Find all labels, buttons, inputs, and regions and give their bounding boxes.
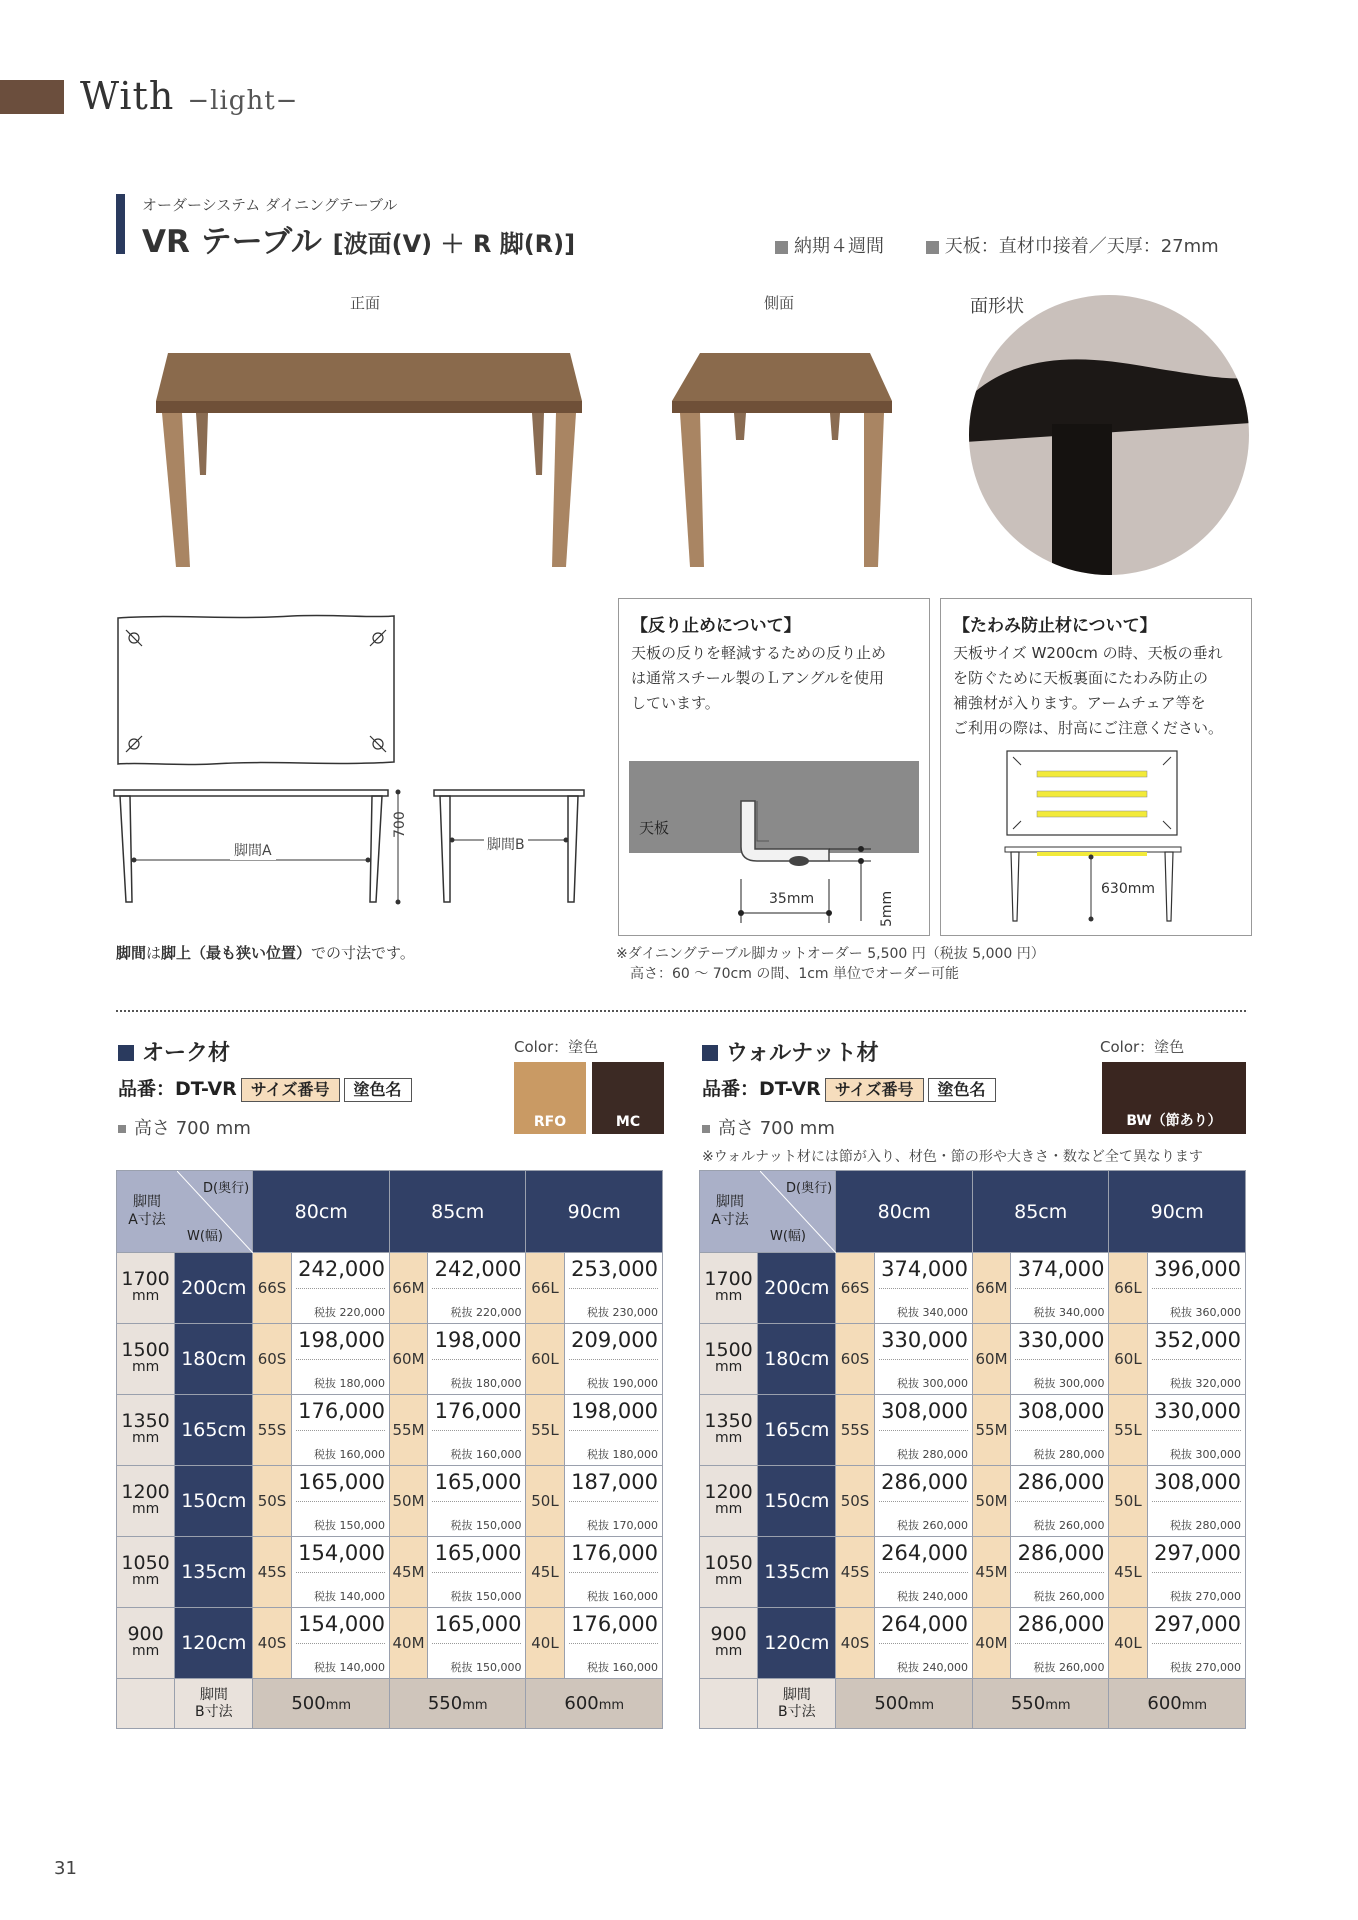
width-cell: 120cm [175, 1608, 253, 1679]
price-cell [564, 1324, 662, 1395]
edge-profile-photo [966, 292, 1252, 578]
square-bullet-icon [702, 1045, 718, 1061]
price-cell [1011, 1608, 1109, 1679]
width-cell: 120cm [758, 1608, 836, 1679]
size-code: 50L [526, 1466, 564, 1537]
price-incl-tax: 176,000 [298, 1399, 385, 1423]
price-cell [1147, 1253, 1245, 1324]
size-code: 40L [526, 1608, 564, 1679]
price-excl-tax: 税抜 300,000 [1170, 1448, 1241, 1461]
price-excl-tax: 税抜 240,000 [896, 1661, 968, 1674]
walnut-height: 高さ 700 mm [702, 1114, 835, 1140]
price-cell [428, 1466, 526, 1537]
leg-b-dimension: 550mm [389, 1679, 525, 1729]
width-cell: 150cm [175, 1466, 253, 1537]
product-specs [775, 232, 1219, 258]
price-excl-tax: 税抜 220,000 [313, 1306, 385, 1319]
corner-header: 脚間 A寸法 D(奥行) W(幅) [700, 1171, 836, 1253]
price-excl-tax: 税抜 300,000 [896, 1377, 968, 1390]
width-cell: 150cm [758, 1466, 836, 1537]
square-bullet-icon [118, 1125, 126, 1133]
table-top-plan-drawing [112, 612, 402, 772]
price-cell [874, 1537, 972, 1608]
price-excl-tax: 税抜 160,000 [587, 1590, 658, 1603]
table-row [700, 1466, 1246, 1537]
price-incl-tax: 198,000 [434, 1328, 522, 1352]
price-cell [291, 1466, 389, 1537]
swatch-mc: MC [592, 1062, 664, 1134]
price-excl-tax: 税抜 240,000 [896, 1590, 968, 1603]
price-cell [564, 1466, 662, 1537]
depth-header: 80cm [253, 1171, 389, 1253]
size-code: 60S [253, 1324, 291, 1395]
width-cell: 180cm [175, 1324, 253, 1395]
price-excl-tax: 税抜 260,000 [1033, 1519, 1105, 1532]
width-cell: 180cm [758, 1324, 836, 1395]
size-code: 45M [389, 1537, 427, 1608]
table-row [117, 1253, 663, 1324]
price-incl-tax: 187,000 [571, 1470, 658, 1494]
size-code: 45M [972, 1537, 1010, 1608]
size-code: 60M [972, 1324, 1010, 1395]
size-code: 40L [1109, 1608, 1147, 1679]
price-cell [564, 1537, 662, 1608]
table-row [117, 1466, 663, 1537]
leg-a-dimension: 1500 mm [700, 1324, 758, 1395]
price-excl-tax: 税抜 220,000 [450, 1306, 522, 1319]
price-incl-tax: 297,000 [1154, 1541, 1241, 1565]
oak-price-table [116, 1170, 663, 1729]
leg-b-dimension: 500mm [836, 1679, 972, 1729]
price-cell [874, 1395, 972, 1466]
price-incl-tax: 176,000 [434, 1399, 522, 1423]
series-title: With −light− [80, 74, 299, 118]
price-excl-tax: 税抜 280,000 [1170, 1519, 1241, 1532]
size-code: 50M [389, 1466, 427, 1537]
size-code: 55L [526, 1395, 564, 1466]
price-incl-tax: 253,000 [571, 1257, 658, 1281]
price-cell [291, 1324, 389, 1395]
oak-color-label: Color：塗色 [514, 1038, 599, 1056]
paint-name-tag: 塗色名 [344, 1078, 412, 1102]
side-view-label: 側面 [764, 294, 795, 312]
price-cell [874, 1608, 972, 1679]
height-700-label: 700 [392, 811, 408, 838]
size-code: 55L [1109, 1395, 1147, 1466]
size-code: 50L [1109, 1466, 1147, 1537]
price-cell [1147, 1466, 1245, 1537]
brace-title: 【たわみ防止材について】 [953, 616, 1157, 636]
price-excl-tax: 税抜 230,000 [587, 1306, 658, 1319]
leg-a-dimension: 900 mm [117, 1608, 175, 1679]
walnut-title: ウォルナット材 [702, 1036, 879, 1067]
price-incl-tax: 176,000 [571, 1612, 658, 1636]
leg-a-dimension: 1200 mm [117, 1466, 175, 1537]
edge-profile-label: 面形状 [970, 296, 1024, 317]
leg-a-label: 脚間A [230, 840, 276, 860]
price-incl-tax: 154,000 [298, 1541, 385, 1565]
brace-text: 天板サイズ W200cm の時、天板の垂れ を防ぐために天板裏面にたわみ防止の 補強材が入ります。アームチェア等を ご利用の際は、肘高にご注意ください。 [953, 644, 1224, 737]
price-cell [291, 1395, 389, 1466]
corner-header: 脚間 A寸法 D(奥行) W(幅) [117, 1171, 253, 1253]
size-number-tag: サイズ番号 [825, 1078, 924, 1102]
square-bullet-icon [926, 241, 939, 254]
depth-header: 90cm [526, 1171, 663, 1253]
leg-b-dimension: 550mm [972, 1679, 1108, 1729]
price-excl-tax: 税抜 320,000 [1170, 1377, 1241, 1390]
width-cell: 135cm [758, 1537, 836, 1608]
leg-dimension-caption: 脚間は脚上（最も狭い位置）での寸法です。 [116, 944, 415, 962]
oak-part-number: 品番：DT-VR サイズ番号 塗色名 [118, 1074, 412, 1102]
table-row [700, 1253, 1246, 1324]
price-cell [428, 1608, 526, 1679]
width-cell: 165cm [175, 1395, 253, 1466]
price-excl-tax: 税抜 260,000 [896, 1519, 968, 1532]
leg-b-dimension: 500mm [253, 1679, 389, 1729]
price-cell [1011, 1466, 1109, 1537]
square-bullet-icon [702, 1125, 710, 1133]
top-board-label: 天板 [639, 819, 670, 837]
product-name: VR テーブル [波面(V) ＋ R 脚(R)] [142, 224, 576, 260]
price-incl-tax: 242,000 [298, 1257, 385, 1281]
price-excl-tax: 税抜 160,000 [313, 1448, 385, 1461]
table-front-photo [150, 345, 590, 575]
square-bullet-icon [775, 241, 788, 254]
price-cell [1011, 1537, 1109, 1608]
walnut-color-label: Color：塗色 [1100, 1038, 1185, 1056]
price-incl-tax: 165,000 [434, 1541, 522, 1565]
price-excl-tax: 税抜 340,000 [896, 1306, 968, 1319]
leg-a-dimension: 1500 mm [117, 1324, 175, 1395]
size-code: 50S [836, 1466, 874, 1537]
leg-b-label: 脚間B [484, 834, 528, 854]
walnut-part-number: 品番：DT-VR サイズ番号 塗色名 [702, 1074, 996, 1102]
price-incl-tax: 286,000 [1017, 1541, 1105, 1565]
swatch-rfo: RFO [514, 1062, 586, 1134]
section-divider [116, 1010, 1246, 1012]
price-incl-tax: 165,000 [434, 1470, 522, 1494]
leg-cut-note: ※ダイニングテーブル脚カットオーダー 5,500 円（税抜 5,000 円） 高さ：60 〜 70cm の間、1cm 単位でオーダー可能 [616, 946, 1045, 982]
price-cell [564, 1253, 662, 1324]
price-cell [1011, 1253, 1109, 1324]
spec-delivery: 納期４週間 [794, 236, 884, 257]
price-excl-tax: 税抜 190,000 [587, 1377, 658, 1390]
price-incl-tax: 330,000 [1154, 1399, 1241, 1423]
price-incl-tax: 154,000 [298, 1612, 385, 1636]
price-incl-tax: 198,000 [571, 1399, 658, 1423]
size-code: 55S [836, 1395, 874, 1466]
width-cell: 135cm [175, 1537, 253, 1608]
leg-a-dimension: 1350 mm [700, 1395, 758, 1466]
warp-stop-note [618, 598, 930, 936]
size-code: 55M [389, 1395, 427, 1466]
price-excl-tax: 税抜 280,000 [896, 1448, 968, 1461]
product-accent-bar [116, 194, 125, 254]
table-row [117, 1395, 663, 1466]
price-cell [1147, 1608, 1245, 1679]
price-excl-tax: 税抜 140,000 [313, 1590, 385, 1603]
table-row [700, 1608, 1246, 1679]
price-cell [874, 1253, 972, 1324]
price-incl-tax: 330,000 [1017, 1328, 1105, 1352]
brace-diagram [1001, 749, 1191, 929]
size-code: 45S [253, 1537, 291, 1608]
price-excl-tax: 税抜 160,000 [587, 1661, 658, 1674]
price-excl-tax: 税抜 160,000 [450, 1448, 522, 1461]
walnut-price-table [699, 1170, 1246, 1729]
paint-name-tag: 塗色名 [928, 1078, 996, 1102]
size-code: 66M [389, 1253, 427, 1324]
price-excl-tax: 税抜 150,000 [313, 1519, 385, 1532]
table-side-photo [670, 345, 900, 575]
price-cell [291, 1253, 389, 1324]
brace-note [940, 598, 1252, 936]
price-excl-tax: 税抜 260,000 [1033, 1590, 1105, 1603]
price-excl-tax: 税抜 180,000 [587, 1448, 658, 1461]
width-cell: 200cm [758, 1253, 836, 1324]
price-excl-tax: 税抜 270,000 [1170, 1661, 1241, 1674]
size-code: 40M [972, 1608, 1010, 1679]
brace-height-label: 630mm [1101, 881, 1155, 897]
depth-header: 80cm [836, 1171, 972, 1253]
price-excl-tax: 税抜 180,000 [450, 1377, 522, 1390]
leg-b-header: 脚間 B寸法 [175, 1679, 253, 1729]
product-variant: [波面(V) ＋ R 脚(R)] [332, 230, 576, 258]
size-code: 50M [972, 1466, 1010, 1537]
size-code: 60S [836, 1324, 874, 1395]
price-incl-tax: 264,000 [881, 1612, 968, 1636]
price-cell [874, 1324, 972, 1395]
price-cell [1011, 1395, 1109, 1466]
square-bullet-icon [118, 1045, 134, 1061]
price-incl-tax: 176,000 [571, 1541, 658, 1565]
oak-height: 高さ 700 mm [118, 1114, 251, 1140]
price-cell [1011, 1324, 1109, 1395]
size-code: 66L [526, 1253, 564, 1324]
price-incl-tax: 165,000 [298, 1470, 385, 1494]
table-row [700, 1537, 1246, 1608]
leg-a-dimension: 1050 mm [117, 1537, 175, 1608]
price-cell [428, 1324, 526, 1395]
price-cell [428, 1253, 526, 1324]
price-cell [564, 1395, 662, 1466]
leg-a-dimension: 1200 mm [700, 1466, 758, 1537]
price-cell [428, 1395, 526, 1466]
price-excl-tax: 税抜 300,000 [1033, 1377, 1105, 1390]
price-incl-tax: 297,000 [1154, 1612, 1241, 1636]
front-view-label: 正面 [350, 294, 381, 312]
size-code: 45S [836, 1537, 874, 1608]
price-excl-tax: 税抜 180,000 [313, 1377, 385, 1390]
price-incl-tax: 198,000 [298, 1328, 385, 1352]
table-row [117, 1608, 663, 1679]
size-code: 66S [253, 1253, 291, 1324]
depth-header: 85cm [972, 1171, 1108, 1253]
size-code: 40S [836, 1608, 874, 1679]
price-incl-tax: 165,000 [434, 1612, 522, 1636]
price-excl-tax: 税抜 170,000 [587, 1519, 658, 1532]
depth-header: 90cm [1109, 1171, 1246, 1253]
price-excl-tax: 税抜 150,000 [450, 1590, 522, 1603]
price-excl-tax: 税抜 340,000 [1033, 1306, 1105, 1319]
leg-a-dimension: 1700 mm [117, 1253, 175, 1324]
price-incl-tax: 352,000 [1154, 1328, 1241, 1352]
price-incl-tax: 308,000 [881, 1399, 968, 1423]
spec-top: 天板：直材巾接着／天厚：27mm [944, 236, 1219, 257]
price-cell [874, 1466, 972, 1537]
leg-b-header: 脚間 B寸法 [758, 1679, 836, 1729]
size-code: 66L [1109, 1253, 1147, 1324]
price-excl-tax: 税抜 280,000 [1033, 1448, 1105, 1461]
leg-b-dimension: 600mm [526, 1679, 663, 1729]
price-cell [428, 1537, 526, 1608]
size-code: 45L [526, 1537, 564, 1608]
price-incl-tax: 374,000 [881, 1257, 968, 1281]
price-incl-tax: 308,000 [1154, 1470, 1241, 1494]
oak-title: オーク材 [118, 1036, 230, 1067]
table-row [117, 1537, 663, 1608]
price-cell [1147, 1324, 1245, 1395]
price-incl-tax: 242,000 [434, 1257, 522, 1281]
footer-empty [117, 1679, 175, 1729]
leg-a-dimension: 1700 mm [700, 1253, 758, 1324]
price-incl-tax: 209,000 [571, 1328, 658, 1352]
width-35mm-label: 35mm [769, 891, 815, 907]
price-cell [1147, 1537, 1245, 1608]
leg-a-dimension: 1350 mm [117, 1395, 175, 1466]
width-cell: 165cm [758, 1395, 836, 1466]
price-incl-tax: 396,000 [1154, 1257, 1241, 1281]
header-accent-bar [0, 80, 64, 114]
price-excl-tax: 税抜 270,000 [1170, 1590, 1241, 1603]
price-cell [291, 1608, 389, 1679]
size-code: 50S [253, 1466, 291, 1537]
leg-a-dimension: 1050 mm [700, 1537, 758, 1608]
size-code: 40S [253, 1608, 291, 1679]
height-5mm-label: 5mm [879, 890, 895, 927]
price-excl-tax: 税抜 140,000 [313, 1661, 385, 1674]
size-code: 60L [1109, 1324, 1147, 1395]
price-excl-tax: 税抜 360,000 [1170, 1306, 1241, 1319]
size-code: 55S [253, 1395, 291, 1466]
product-category: オーダーシステム ダイニングテーブル [142, 196, 398, 214]
price-excl-tax: 税抜 260,000 [1033, 1661, 1105, 1674]
size-code: 45L [1109, 1537, 1147, 1608]
warp-stop-title: 【反り止めについて】 [631, 616, 801, 636]
price-excl-tax: 税抜 150,000 [450, 1519, 522, 1532]
size-code: 66M [972, 1253, 1010, 1324]
table-row [700, 1324, 1246, 1395]
swatch-bw: BW（節あり） [1102, 1062, 1246, 1134]
leg-a-dimension: 900 mm [700, 1608, 758, 1679]
price-excl-tax: 税抜 150,000 [450, 1661, 522, 1674]
size-code: 40M [389, 1608, 427, 1679]
price-incl-tax: 286,000 [881, 1470, 968, 1494]
price-incl-tax: 286,000 [1017, 1612, 1105, 1636]
price-incl-tax: 330,000 [881, 1328, 968, 1352]
price-cell [564, 1608, 662, 1679]
table-row [117, 1324, 663, 1395]
price-incl-tax: 374,000 [1017, 1257, 1105, 1281]
size-code: 66S [836, 1253, 874, 1324]
price-incl-tax: 264,000 [881, 1541, 968, 1565]
leg-b-dimension: 600mm [1109, 1679, 1246, 1729]
width-cell: 200cm [175, 1253, 253, 1324]
page-number: 31 [54, 1858, 77, 1879]
size-code: 60M [389, 1324, 427, 1395]
footer-empty [700, 1679, 758, 1729]
warp-stop-text: 天板の反りを軽減するための反り止め は通常スチール製のＬアングルを使用 しています。 [631, 644, 887, 712]
price-incl-tax: 286,000 [1017, 1470, 1105, 1494]
size-number-tag: サイズ番号 [241, 1078, 340, 1102]
price-incl-tax: 308,000 [1017, 1399, 1105, 1423]
walnut-note: ※ウォルナット材には節が入り、材色・節の形や大きさ・数など全て異なります [702, 1149, 1203, 1165]
table-row [700, 1395, 1246, 1466]
price-cell [291, 1537, 389, 1608]
size-code: 60L [526, 1324, 564, 1395]
price-cell [1147, 1395, 1245, 1466]
depth-header: 85cm [389, 1171, 525, 1253]
size-code: 55M [972, 1395, 1010, 1466]
